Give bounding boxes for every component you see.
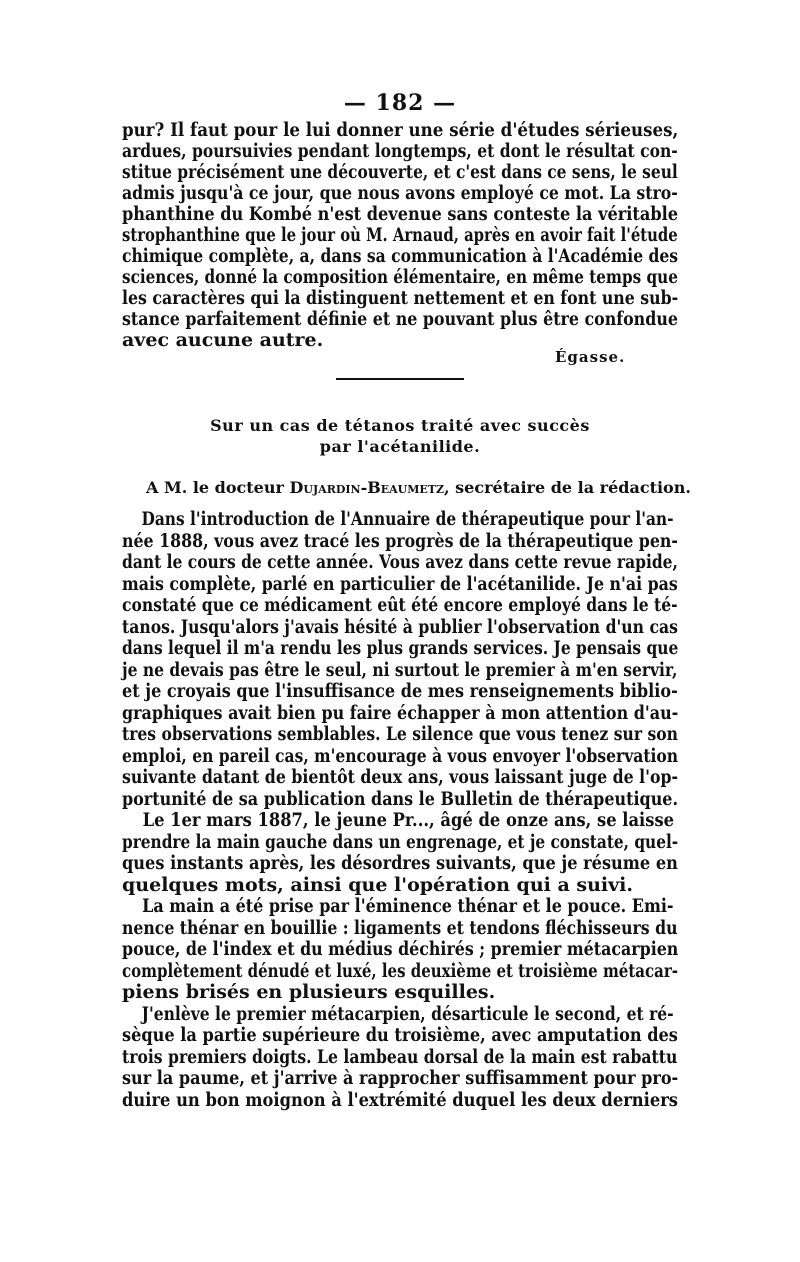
text-line: je ne devais pas être le seul, ni surtout le premier à m'en servir, xyxy=(122,658,678,681)
text-line: stance parfaitement définie et ne pouvant plus être confondue xyxy=(122,308,678,330)
page-number: — 182 — xyxy=(343,90,457,116)
text-line: duire un bon moignon à l'extrémité duquel les deux derniers xyxy=(122,1088,678,1111)
article-title-line: par l'acétanilide. xyxy=(319,437,481,456)
address-suffix: , secrétaire de la rédaction. xyxy=(444,478,691,497)
text-line: constaté que ce médicament eût été encore employé dans le té- xyxy=(122,594,678,616)
address-line xyxy=(146,478,691,497)
text-line: ardues, poursuivies pendant longtemps, et dont le résultat con- xyxy=(122,140,678,162)
text-line: strophanthine que le jour où M. Arnaud, après en avoir fait l'étude xyxy=(122,224,678,246)
article-title-line: Sur un cas de tétanos traité avec succès xyxy=(210,416,590,435)
text-line: stitue précisément une découverte, et c'est dans ce sens, le seul xyxy=(122,161,678,183)
text-line: Dans l'introduction de l'Annuaire de thérapeutique pour l'an- xyxy=(141,508,674,530)
text-line: les caractères qui la distinguent nettement et en font une sub- xyxy=(122,287,679,309)
text-line: sèque la partie supérieure du troisième, avec amputation des xyxy=(122,1024,678,1046)
text-line: tres observations semblables. Le silence que vous tenez sur son xyxy=(122,723,678,745)
text-line: emploi, en pareil cas, m'encourage à vous envoyer l'observation xyxy=(122,744,679,767)
text-line: portunité de sa publication dans le Bulletin de thérapeutique. xyxy=(122,787,679,810)
text-line: mais complète, parlé en particulier de l'acétanilide. Je n'ai pas xyxy=(122,572,678,595)
text-line: piens brisés en plusieurs esquilles. xyxy=(122,981,496,1003)
text-line: prendre la main gauche dans un engrenage, et je constate, quel- xyxy=(122,830,679,853)
text-line: pouce, de l'index et du médius déchirés ; premier métacarpien xyxy=(122,938,679,960)
text-line: née 1888, vous avez tracé les progrès de la thérapeutique pen- xyxy=(122,529,678,552)
text-line: sciences, donné la composition élémentaire, en même temps que xyxy=(122,266,678,288)
address-name: Dujardin-Beaumetz xyxy=(289,478,445,497)
text-line: chimique complète, a, dans sa communication à l'Académie des xyxy=(122,245,679,267)
text-line: admis jusqu'à ce jour, que nous avons employé ce mot. La stro- xyxy=(122,182,678,204)
author-signature: Égasse. xyxy=(555,348,626,366)
text-line: pur? Il faut pour le lui donner une série d'études sérieuses, xyxy=(122,119,679,141)
text-line: tanos. Jusqu'alors j'avais hésité à publier l'observation d'un cas xyxy=(122,615,678,638)
text-line: Le 1er mars 1887, le jeune Pr..., âgé de onze ans, se laisse xyxy=(142,809,675,831)
section-divider xyxy=(336,378,464,380)
text-line: sur la paume, et j'arrive à rapprocher suffisamment pour pro- xyxy=(122,1067,679,1089)
text-line: graphiques avait bien pu faire échapper à mon attention d'au- xyxy=(122,701,679,724)
text-line: dans lequel il m'a rendu les plus grands services. Je pensais que xyxy=(122,637,679,659)
text-line: trois premiers doigts. Le lambeau dorsal de la main est rabattu xyxy=(122,1045,678,1068)
intro-paragraph xyxy=(122,120,678,351)
address-prefix: A M. le docteur xyxy=(146,478,284,497)
text-line: nence thénar en bouillie : ligaments et tendons fléchisseurs du xyxy=(122,916,678,939)
text-line: quelques mots, ainsi que l'opération qui a suivi. xyxy=(122,873,634,896)
text-line: dant le cours de cette année. Vous avez dans cette revue rapide, xyxy=(122,551,678,573)
text-line: suivante datant de bientôt deux ans, vous laissant juge de l'op- xyxy=(122,766,679,788)
text-line: J'enlève le premier métacarpien, désarticule le second, et ré- xyxy=(141,1002,674,1025)
text-line: complètement dénudé et luxé, les deuxième et troisième métacar- xyxy=(122,959,678,982)
text-line: phanthine du Kombé n'est devenue sans conteste la véritable xyxy=(122,203,679,225)
article-body xyxy=(122,509,678,1111)
article-title xyxy=(122,415,678,457)
text-line: avec aucune autre. xyxy=(122,329,324,351)
text-line: et je croyais que l'insuffisance de mes renseignements biblio- xyxy=(122,680,678,702)
text-line: La main a été prise par l'éminence thénar et le pouce. Emi- xyxy=(142,895,674,917)
text-line: ques instants après, les désordres suivants, que je résume en xyxy=(122,852,678,874)
